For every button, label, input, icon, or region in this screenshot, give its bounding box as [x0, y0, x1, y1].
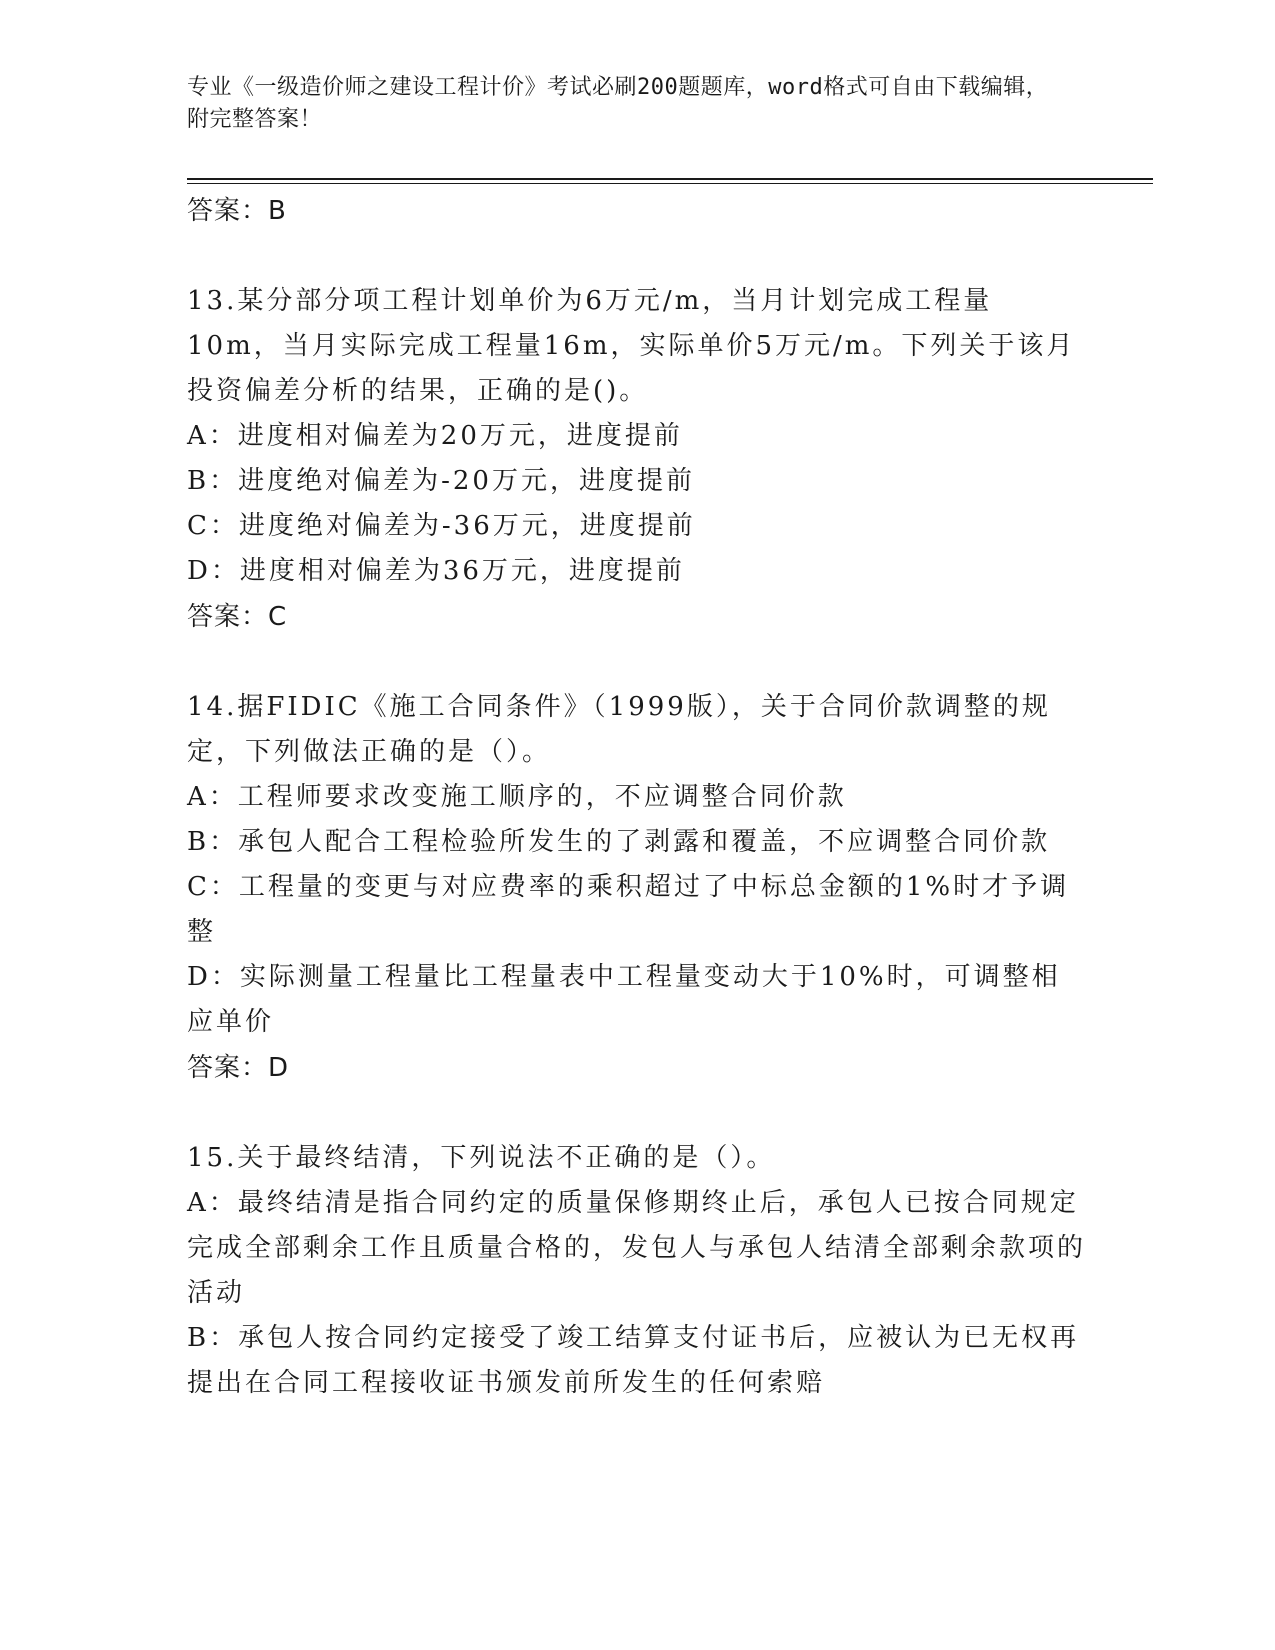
option-a: A：工程师要求改变施工顺序的，不应调整合同价款 — [187, 782, 847, 812]
question-stem: 15.关于最终结清，下列说法不正确的是（）。 — [187, 1143, 776, 1173]
header-divider-thin — [187, 183, 1153, 184]
header-divider — [187, 178, 1153, 180]
option-b: B：承包人按合同约定接受了竣工结算支付证书后，应被认为已无权再提出在合同工程接收证书颁发前所发生的任何索赔 — [187, 1323, 1080, 1398]
question-block — [187, 1136, 1087, 1406]
option-a: A：进度相对偏差为20万元，进度提前 — [187, 421, 683, 451]
answer-line: 答案：D — [187, 1053, 290, 1083]
option-d: D：实际测量工程量比工程量表中工程量变动大于10%时，可调整相应单价 — [187, 962, 1061, 1037]
answer-line: 答案：C — [187, 602, 288, 632]
spacer — [187, 234, 1087, 279]
option-b: B：进度绝对偏差为-20万元，进度提前 — [187, 466, 695, 496]
page-header: 专业《一级造价师之建设工程计价》考试必刷200题题库，word格式可自由下载编辑，附完整答案！ — [187, 75, 1049, 132]
spacer — [187, 640, 1087, 685]
option-c: C：工程量的变更与对应费率的乘积超过了中标总金额的1%时才予调整 — [187, 872, 1070, 947]
spacer — [187, 1091, 1087, 1136]
question-stem: 13.某分部分项工程计划单价为6万元/m，当月计划完成工程量10m，当月实际完成工程量16m，实际单价5万元/m。下列关于该月投资偏差分析的结果，正确的是()。 — [187, 286, 1076, 406]
answer-line: 答案：B — [187, 196, 287, 226]
document-body — [187, 188, 1087, 1406]
question-block — [187, 279, 1087, 640]
option-c: C：进度绝对偏差为-36万元，进度提前 — [187, 511, 696, 541]
option-a: A：最终结清是指合同约定的质量保修期终止后，承包人已按合同规定完成全部剩余工作且质量合格的，发包人与承包人结清全部剩余款项的活动 — [187, 1188, 1087, 1308]
question-block — [187, 685, 1087, 1091]
question-stem: 14.据FIDIC《施工合同条件》（1999版），关于合同价款调整的规定，下列做法正确的是（）。 — [187, 692, 1051, 767]
option-d: D：进度相对偏差为36万元，进度提前 — [187, 556, 685, 586]
option-b: B：承包人配合工程检验所发生的了剥露和覆盖，不应调整合同价款 — [187, 827, 1051, 857]
